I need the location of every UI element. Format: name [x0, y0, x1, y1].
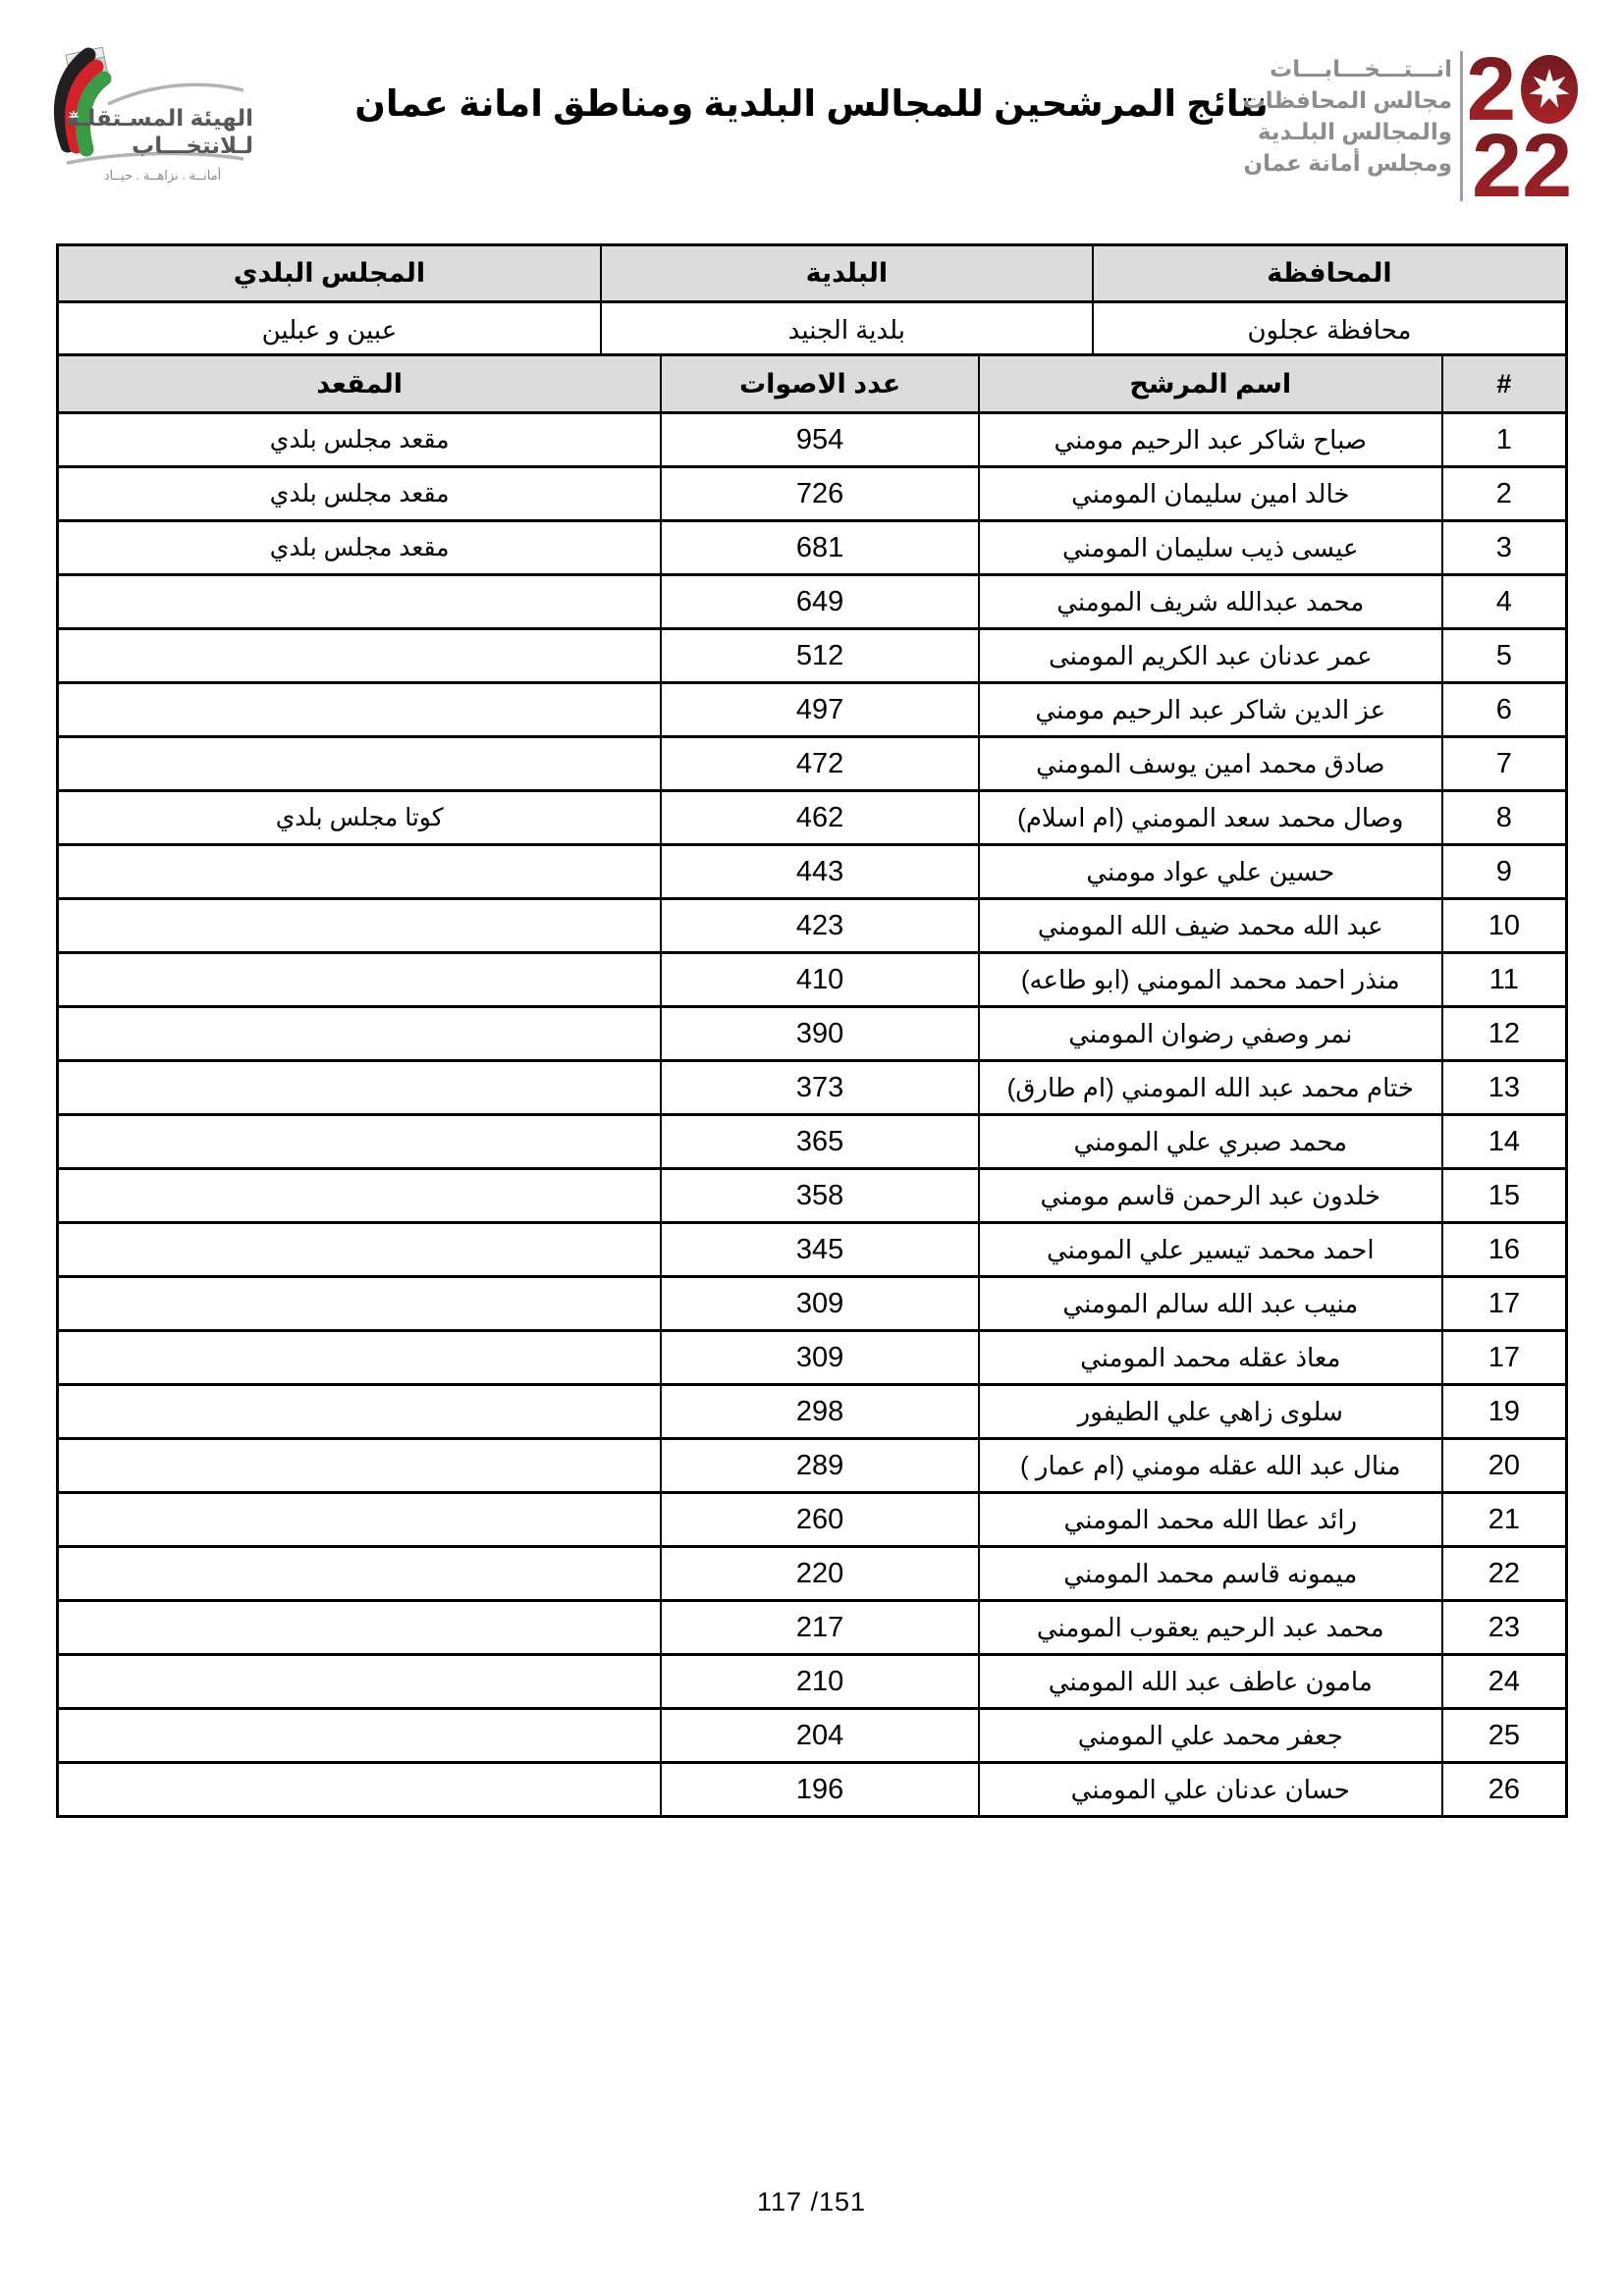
candidate-name-cell: حسان عدنان علي المومني — [979, 1763, 1442, 1817]
votes-cell: 220 — [661, 1547, 979, 1601]
table-row — [58, 1115, 1567, 1169]
candidate-name-cell: محمد عبدالله شريف المومني — [979, 575, 1442, 629]
seat-cell — [58, 953, 662, 1007]
table-row — [58, 1061, 1567, 1115]
seat-cell — [58, 899, 662, 953]
rank-cell: 24 — [1442, 1655, 1567, 1709]
seat-cell — [58, 1169, 662, 1223]
candidate-name-cell: ميمونه قاسم محمد المومني — [979, 1547, 1442, 1601]
votes-cell: 196 — [661, 1763, 979, 1817]
rank-cell: 5 — [1442, 629, 1567, 683]
seat-column-header: المقعد — [58, 355, 662, 413]
rank-cell: 2 — [1442, 467, 1567, 521]
seat-cell — [58, 1115, 662, 1169]
candidate-name-cell: ختام محمد عبد الله المومني (ام طارق) — [979, 1061, 1442, 1115]
election-logo-text — [1243, 53, 1452, 179]
seat-cell — [58, 1709, 662, 1763]
candidate-name-cell: منيب عبد الله سالم المومني — [979, 1277, 1442, 1331]
votes-column-header: عدد الاصوات — [661, 355, 979, 413]
seat-cell — [58, 575, 662, 629]
candidate-name-cell: صادق محمد امين يوسف المومني — [979, 737, 1442, 791]
table-row — [58, 791, 1567, 845]
rank-cell: 20 — [1442, 1439, 1567, 1493]
council-header: المجلس البلدي — [58, 245, 601, 302]
year-2022-icon — [1470, 49, 1581, 204]
rank-cell: 17 — [1442, 1277, 1567, 1331]
candidate-name-cell: حسين علي عواد مومني — [979, 845, 1442, 899]
table-row — [58, 1007, 1567, 1061]
votes-cell: 289 — [661, 1439, 979, 1493]
candidate-name-cell: سلوى زاهي علي الطيفور — [979, 1385, 1442, 1439]
candidate-name-cell: محمد عبد الرحيم يعقوب المومني — [979, 1601, 1442, 1655]
rank-cell: 3 — [1442, 521, 1567, 575]
rank-cell: 23 — [1442, 1601, 1567, 1655]
table-row — [58, 1331, 1567, 1385]
seat-cell: مقعد مجلس بلدي — [58, 413, 662, 467]
seat-cell — [58, 1439, 662, 1493]
table-row — [58, 467, 1567, 521]
iec-name-line2: لـلانتخـــاب — [132, 133, 253, 158]
svg-text:2: 2 — [1470, 49, 1517, 139]
results-header-row — [58, 355, 1567, 413]
candidate-name-cell: رائد عطا الله محمد المومني — [979, 1493, 1442, 1547]
seat-cell — [58, 683, 662, 737]
info-value-row — [58, 302, 1567, 359]
candidate-name-cell: احمد محمد تيسير علي المومني — [979, 1223, 1442, 1277]
iec-name-line1: الهيئة المسـتقلـة — [65, 105, 253, 131]
seat-cell: كوتا مجلس بلدي — [58, 791, 662, 845]
rank-cell: 7 — [1442, 737, 1567, 791]
municipality-value: بلدية الجنيد — [601, 302, 1093, 359]
votes-cell: 681 — [661, 521, 979, 575]
rank-cell: 6 — [1442, 683, 1567, 737]
rank-cell: 22 — [1442, 1547, 1567, 1601]
table-row — [58, 1223, 1567, 1277]
votes-cell: 423 — [661, 899, 979, 953]
seat-cell — [58, 1277, 662, 1331]
candidate-name-cell: خلدون عبد الرحمن قاسم مومني — [979, 1169, 1442, 1223]
rank-cell: 25 — [1442, 1709, 1567, 1763]
table-row — [58, 575, 1567, 629]
rank-cell: 21 — [1442, 1493, 1567, 1547]
rank-cell: 11 — [1442, 953, 1567, 1007]
seat-cell — [58, 737, 662, 791]
votes-cell: 649 — [661, 575, 979, 629]
candidate-name-cell: جعفر محمد علي المومني — [979, 1709, 1442, 1763]
seat-cell — [58, 1223, 662, 1277]
candidate-name-cell: عيسى ذيب سليمان المومني — [979, 521, 1442, 575]
votes-cell: 462 — [661, 791, 979, 845]
votes-cell: 309 — [661, 1331, 979, 1385]
rank-cell: 10 — [1442, 899, 1567, 953]
candidate-name-cell: نمر وصفي رضوان المومني — [979, 1007, 1442, 1061]
votes-cell: 410 — [661, 953, 979, 1007]
rank-cell: 12 — [1442, 1007, 1567, 1061]
table-row — [58, 1547, 1567, 1601]
seat-cell — [58, 845, 662, 899]
candidate-name-cell: مامون عاطف عبد الله المومني — [979, 1655, 1442, 1709]
table-row — [58, 953, 1567, 1007]
municipality-header: البلدية — [601, 245, 1093, 302]
table-row — [58, 413, 1567, 467]
candidate-name-cell: عبد الله محمد ضيف الله المومني — [979, 899, 1442, 953]
table-row — [58, 737, 1567, 791]
seat-cell — [58, 1385, 662, 1439]
seat-cell — [58, 1331, 662, 1385]
election-logo-divider — [1460, 51, 1463, 201]
rank-cell: 17 — [1442, 1331, 1567, 1385]
candidate-name-cell: معاذ عقله محمد المومني — [979, 1331, 1442, 1385]
seat-cell — [58, 1763, 662, 1817]
seat-cell — [58, 1601, 662, 1655]
rank-column-header: # — [1442, 355, 1567, 413]
seat-cell — [58, 1493, 662, 1547]
page-number: 117 /151 — [756, 2187, 867, 2216]
info-header-row — [58, 245, 1567, 302]
svg-text:22: 22 — [1472, 116, 1573, 204]
seat-cell — [58, 1061, 662, 1115]
votes-cell: 954 — [661, 413, 979, 467]
rank-cell: 26 — [1442, 1763, 1567, 1817]
candidate-name-cell: خالد امين سليمان المومني — [979, 467, 1442, 521]
votes-cell: 512 — [661, 629, 979, 683]
governorate-header: المحافظة — [1093, 245, 1567, 302]
location-info-table — [56, 243, 1568, 360]
candidate-name-cell: وصال محمد سعد المومني (ام اسلام) — [979, 791, 1442, 845]
votes-cell: 390 — [661, 1007, 979, 1061]
rank-cell: 15 — [1442, 1169, 1567, 1223]
votes-cell: 373 — [661, 1061, 979, 1115]
seat-cell — [58, 1007, 662, 1061]
rank-cell: 19 — [1442, 1385, 1567, 1439]
council-value: عبين و عبلين — [58, 302, 601, 359]
governorate-value: محافظة عجلون — [1093, 302, 1567, 359]
votes-cell: 345 — [661, 1223, 979, 1277]
seat-cell — [58, 629, 662, 683]
table-row — [58, 629, 1567, 683]
votes-cell: 472 — [661, 737, 979, 791]
rank-cell: 1 — [1442, 413, 1567, 467]
candidate-name-cell: محمد صبري علي المومني — [979, 1115, 1442, 1169]
election-logo-line1: انـــتـــخـــابـــات — [1270, 56, 1452, 81]
votes-cell: 443 — [661, 845, 979, 899]
votes-cell: 309 — [661, 1277, 979, 1331]
candidate-name-cell: عمر عدنان عبد الكريم المومنى — [979, 629, 1442, 683]
votes-cell: 358 — [661, 1169, 979, 1223]
seat-cell: مقعد مجلس بلدي — [58, 467, 662, 521]
candidate-name-cell: عز الدين شاكر عبد الرحيم مومني — [979, 683, 1442, 737]
candidate-name-column-header: اسم المرشح — [979, 355, 1442, 413]
votes-cell: 298 — [661, 1385, 979, 1439]
table-row — [58, 521, 1567, 575]
results-table-body — [58, 413, 1567, 1817]
rank-cell: 4 — [1442, 575, 1567, 629]
votes-cell: 210 — [661, 1655, 979, 1709]
table-row — [58, 1655, 1567, 1709]
iec-tagline: أمانــة . نزاهــة . حيــاد — [103, 168, 222, 183]
page-title: نتائج المرشحين للمجالس البلدية ومناطق امانة عمان — [354, 83, 1269, 124]
election-logo-line3: والمجالس البلـدية — [1257, 119, 1452, 144]
table-row — [58, 1277, 1567, 1331]
candidate-name-cell: منذر احمد محمد المومني (ابو طاعه) — [979, 953, 1442, 1007]
rank-cell: 9 — [1442, 845, 1567, 899]
document-header — [0, 0, 1623, 243]
table-row — [58, 683, 1567, 737]
table-row — [58, 1709, 1567, 1763]
rank-cell: 13 — [1442, 1061, 1567, 1115]
election-logo-line2: مجالس المحافظات — [1242, 87, 1452, 113]
votes-cell: 365 — [661, 1115, 979, 1169]
votes-cell: 217 — [661, 1601, 979, 1655]
votes-cell: 260 — [661, 1493, 979, 1547]
seat-cell — [58, 1547, 662, 1601]
table-row — [58, 1601, 1567, 1655]
table-row — [58, 899, 1567, 953]
rank-cell: 14 — [1442, 1115, 1567, 1169]
votes-cell: 497 — [661, 683, 979, 737]
table-row — [58, 1763, 1567, 1817]
seat-cell — [58, 1655, 662, 1709]
rank-cell: 16 — [1442, 1223, 1567, 1277]
candidate-name-cell: منال عبد الله عقله مومني (ام عمار ) — [979, 1439, 1442, 1493]
rank-cell: 8 — [1442, 791, 1567, 845]
election-2022-logo — [1242, 49, 1581, 206]
election-logo-line4: ومجلس أمانة عمان — [1243, 150, 1452, 176]
table-row — [58, 1385, 1567, 1439]
table-row — [58, 1493, 1567, 1547]
votes-cell: 726 — [661, 467, 979, 521]
candidate-name-cell: صباح شاكر عبد الرحيم مومني — [979, 413, 1442, 467]
table-row — [58, 1439, 1567, 1493]
votes-cell: 204 — [661, 1709, 979, 1763]
table-row — [58, 1169, 1567, 1223]
table-row — [58, 845, 1567, 899]
seat-cell: مقعد مجلس بلدي — [58, 521, 662, 575]
results-table — [56, 353, 1568, 1818]
